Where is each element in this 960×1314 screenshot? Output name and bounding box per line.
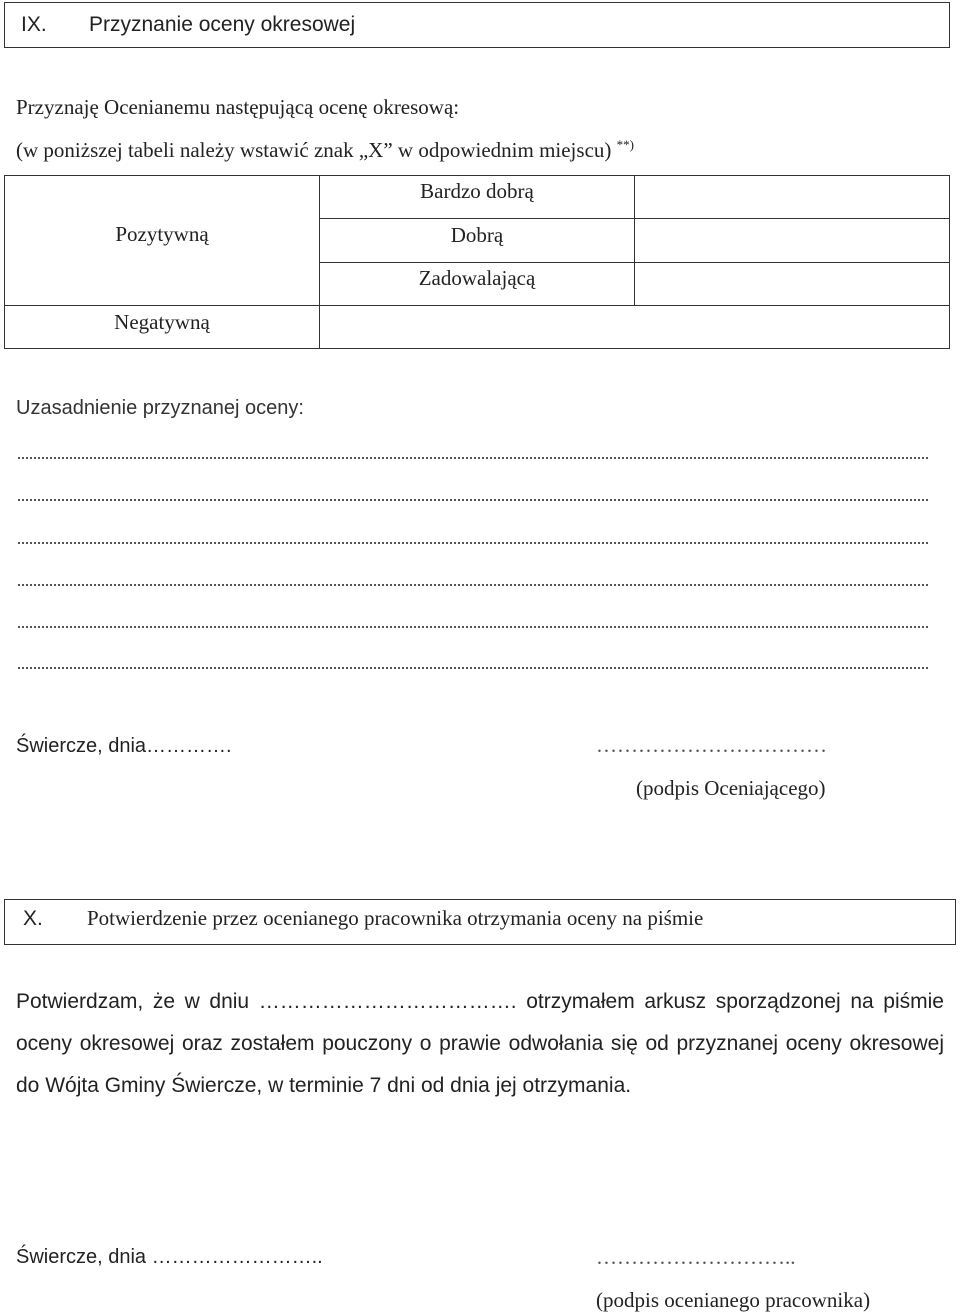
grade-good: Dobrą (450, 223, 504, 247)
justification-line[interactable] (18, 457, 928, 459)
confirmation-text: Potwierdzam, że w dniu ………………………………. otrzymałem arkusz sporządzonej na piśmie oceny okresowej oraz zostałem pouczony o prawie odwołania się od przyznanej oceny okresowej do Wójta Gminy Świercze, w terminie 7 dni od dnia jej otrzymania. (16, 990, 944, 1097)
section-x-title: Potwierdzenie przez ocenianego pracownika otrzymania oceny na piśmie (87, 906, 704, 930)
cell-satisfactory-mark[interactable] (634, 262, 950, 306)
section-ix-header (4, 2, 950, 48)
section-x-header (4, 899, 956, 945)
signature-line-2[interactable]: ……………………….. (596, 1245, 796, 1269)
section-x-number: X. (23, 907, 43, 930)
grade-negative: Negatywną (114, 310, 210, 334)
intro-line-2 (16, 138, 634, 161)
place-date-2[interactable]: Świercze, dnia …………………….. (16, 1246, 323, 1268)
cell-very-good-mark[interactable] (634, 175, 950, 219)
intro-line-1: Przyznaję Ocenianemu następującą ocenę okresową: (16, 95, 460, 119)
justification-line[interactable] (18, 499, 928, 501)
signature-line-1[interactable]: …………………………… (596, 733, 827, 757)
grade-satisfactory: Zadowalającą (418, 266, 536, 290)
footnote-mark: **) (616, 137, 634, 152)
section-ix-title: Przyznanie oceny okresowej (89, 13, 356, 36)
signature-label-2: (podpis ocenianego pracownika) (596, 1288, 871, 1312)
grade-positive: Pozytywną (115, 222, 209, 246)
justification-line[interactable] (18, 667, 928, 669)
justification-line[interactable] (18, 584, 928, 586)
grade-very-good: Bardzo dobrą (420, 179, 534, 203)
cell-good-mark[interactable] (634, 218, 950, 263)
section-ix-number: IX. (21, 13, 47, 36)
signature-label-1: (podpis Oceniającego) (636, 776, 826, 800)
justification-line[interactable] (18, 542, 928, 544)
justification-line[interactable] (18, 626, 928, 628)
place-date-1[interactable]: Świercze, dnia…………. (16, 735, 232, 757)
justification-label: Uzasadnienie przyznanej oceny: (16, 397, 304, 419)
cell-negative-mark[interactable] (319, 305, 950, 349)
intro-line-2-text: (w poniższej tabeli należy wstawić znak „X” w odpowiednim miejscu) (16, 138, 612, 162)
